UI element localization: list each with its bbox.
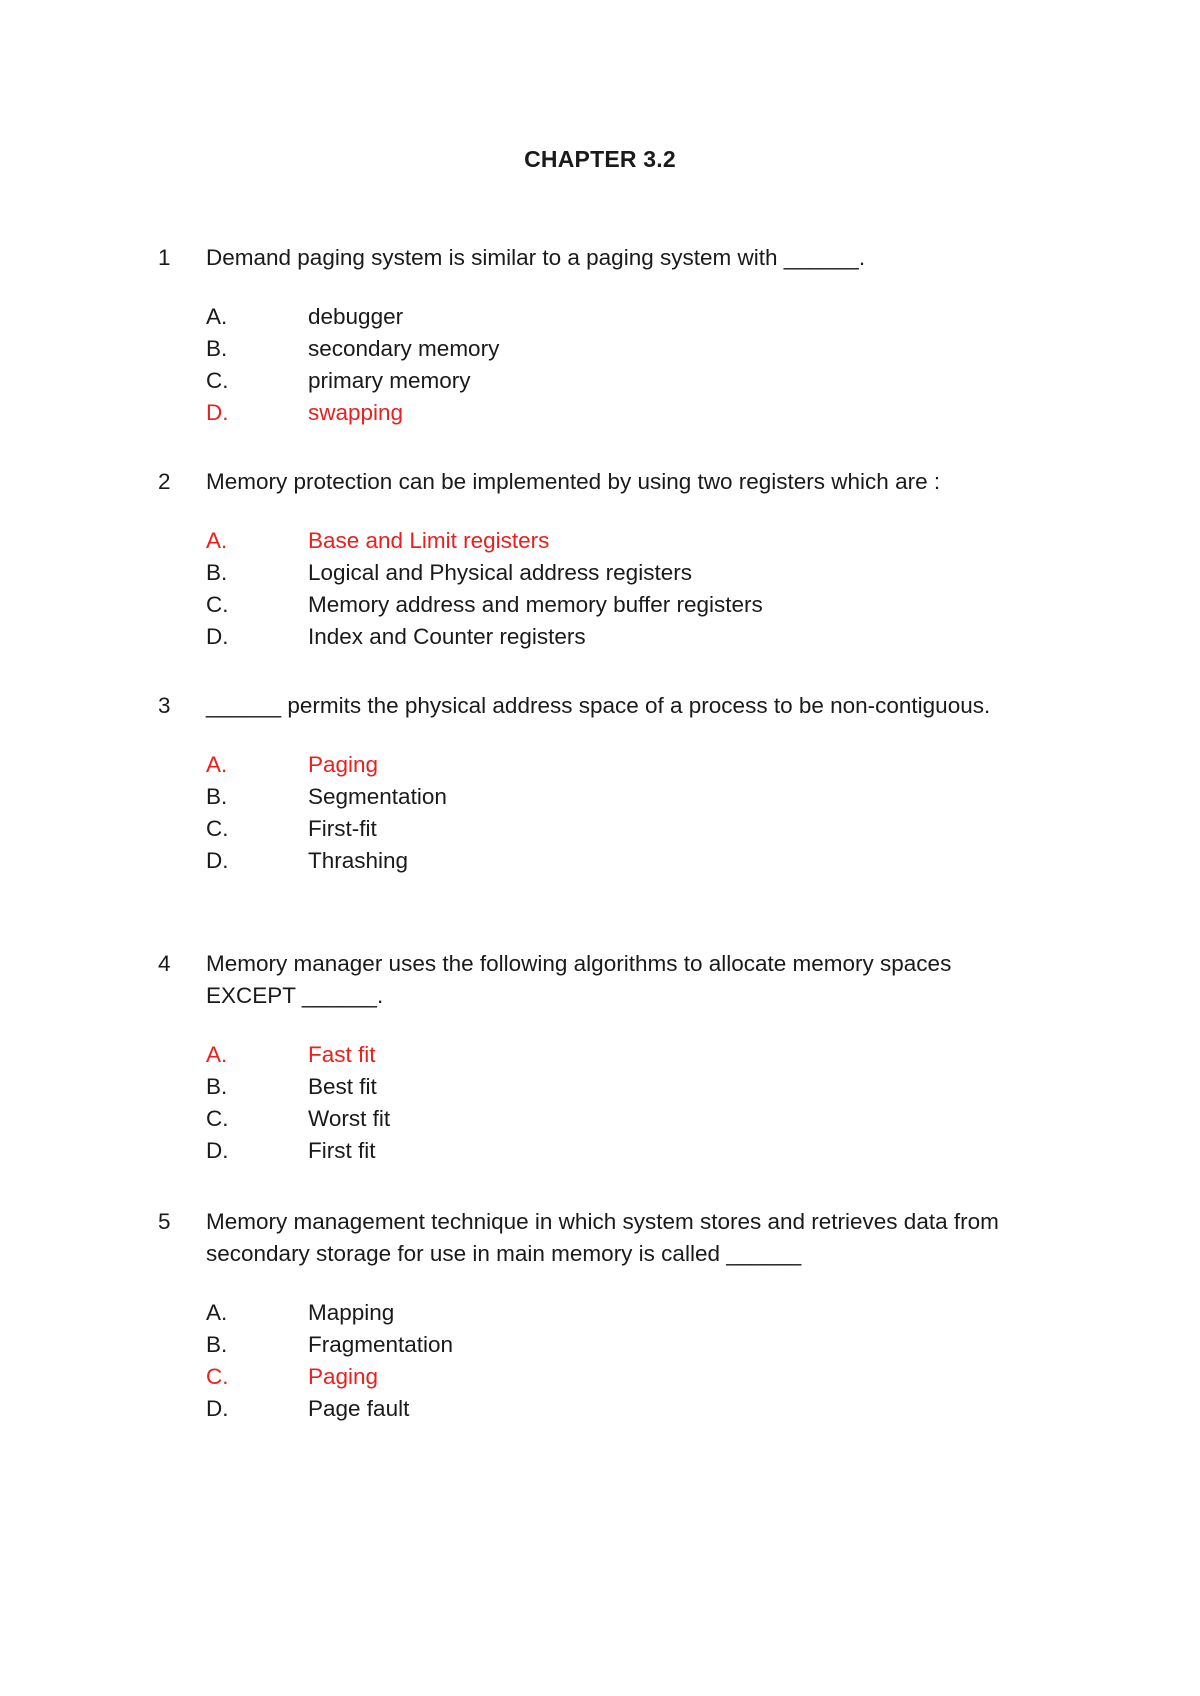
option-a-correct-answer — [206, 1039, 1200, 1071]
option-text: swapping — [308, 400, 404, 425]
option-text: debugger — [308, 304, 404, 329]
option-letter: A. — [206, 304, 228, 329]
question-text: ______ permits the physical address space of a process to be non-contiguous. — [206, 693, 991, 718]
option-text: Fast fit — [308, 1042, 376, 1067]
option-letter: D. — [206, 624, 229, 649]
option-text: secondary memory — [308, 336, 500, 361]
option-list — [206, 525, 1200, 653]
option-letter: D. — [206, 848, 229, 873]
option-list — [206, 301, 1200, 429]
option-text: Paging — [308, 752, 379, 777]
option-letter: A. — [206, 1300, 228, 1325]
option-c — [206, 813, 1200, 845]
question-text: Demand paging system is similar to a paging system with ______. — [206, 245, 866, 270]
option-b — [206, 557, 1200, 589]
option-b — [206, 781, 1200, 813]
option-b — [206, 333, 1200, 365]
option-d — [206, 845, 1200, 877]
option-letter: D. — [206, 1138, 229, 1163]
option-text: Mapping — [308, 1300, 395, 1325]
option-letter: D. — [206, 1396, 229, 1421]
option-c — [206, 365, 1200, 397]
option-text: primary memory — [308, 368, 471, 393]
option-list — [206, 749, 1200, 877]
option-text: Thrashing — [308, 848, 409, 873]
option-b — [206, 1329, 1200, 1361]
question-number: 5 — [158, 1209, 171, 1234]
option-text: Page fault — [308, 1396, 410, 1421]
option-text: Base and Limit registers — [308, 528, 550, 553]
option-text: First fit — [308, 1138, 376, 1163]
question-2 — [0, 466, 1200, 653]
question-text: Memory protection can be implemented by using two registers which are : — [206, 469, 941, 494]
option-list — [206, 1297, 1200, 1425]
option-d-correct-answer — [206, 397, 1200, 429]
option-list — [206, 1039, 1200, 1167]
option-letter: C. — [206, 368, 229, 393]
question-number: 2 — [158, 469, 171, 494]
option-text: Fragmentation — [308, 1332, 454, 1357]
option-b — [206, 1071, 1200, 1103]
option-c-correct-answer — [206, 1361, 1200, 1393]
option-text: Paging — [308, 1364, 379, 1389]
option-text: First-fit — [308, 816, 377, 841]
question-number: 1 — [158, 245, 171, 270]
question-text: Memory manager uses the following algorithms to allocate memory spaces EXCEPT ______. — [206, 951, 952, 1008]
option-letter: A. — [206, 752, 228, 777]
question-number: 4 — [158, 951, 171, 976]
option-c — [206, 1103, 1200, 1135]
question-3 — [0, 690, 1200, 877]
question-1 — [0, 242, 1200, 429]
option-text: Logical and Physical address registers — [308, 560, 692, 585]
option-d — [206, 1393, 1200, 1425]
question-number: 3 — [158, 693, 171, 718]
option-a — [206, 1297, 1200, 1329]
option-a — [206, 301, 1200, 333]
option-c — [206, 589, 1200, 621]
option-letter: C. — [206, 1106, 229, 1131]
option-letter: C. — [206, 1364, 229, 1389]
option-letter: B. — [206, 784, 228, 809]
option-letter: B. — [206, 1074, 228, 1099]
option-letter: C. — [206, 592, 229, 617]
option-letter: B. — [206, 336, 228, 361]
option-letter: C. — [206, 816, 229, 841]
option-text: Segmentation — [308, 784, 447, 809]
question-4 — [0, 948, 1200, 1167]
question-text: Memory management technique in which system stores and retrieves data from secondary storage for use in main memory is called ______ — [206, 1209, 999, 1266]
option-letter: B. — [206, 1332, 228, 1357]
page-title: CHAPTER 3.2 — [524, 146, 676, 172]
question-5 — [0, 1206, 1200, 1425]
option-a-correct-answer — [206, 749, 1200, 781]
option-text: Index and Counter registers — [308, 624, 586, 649]
option-text: Best fit — [308, 1074, 377, 1099]
option-letter: A. — [206, 1042, 228, 1067]
option-text: Worst fit — [308, 1106, 391, 1131]
option-letter: A. — [206, 528, 228, 553]
option-d — [206, 621, 1200, 653]
option-letter: D. — [206, 400, 229, 425]
option-a-correct-answer — [206, 525, 1200, 557]
option-d — [206, 1135, 1200, 1167]
option-letter: B. — [206, 560, 228, 585]
option-text: Memory address and memory buffer registers — [308, 592, 763, 617]
